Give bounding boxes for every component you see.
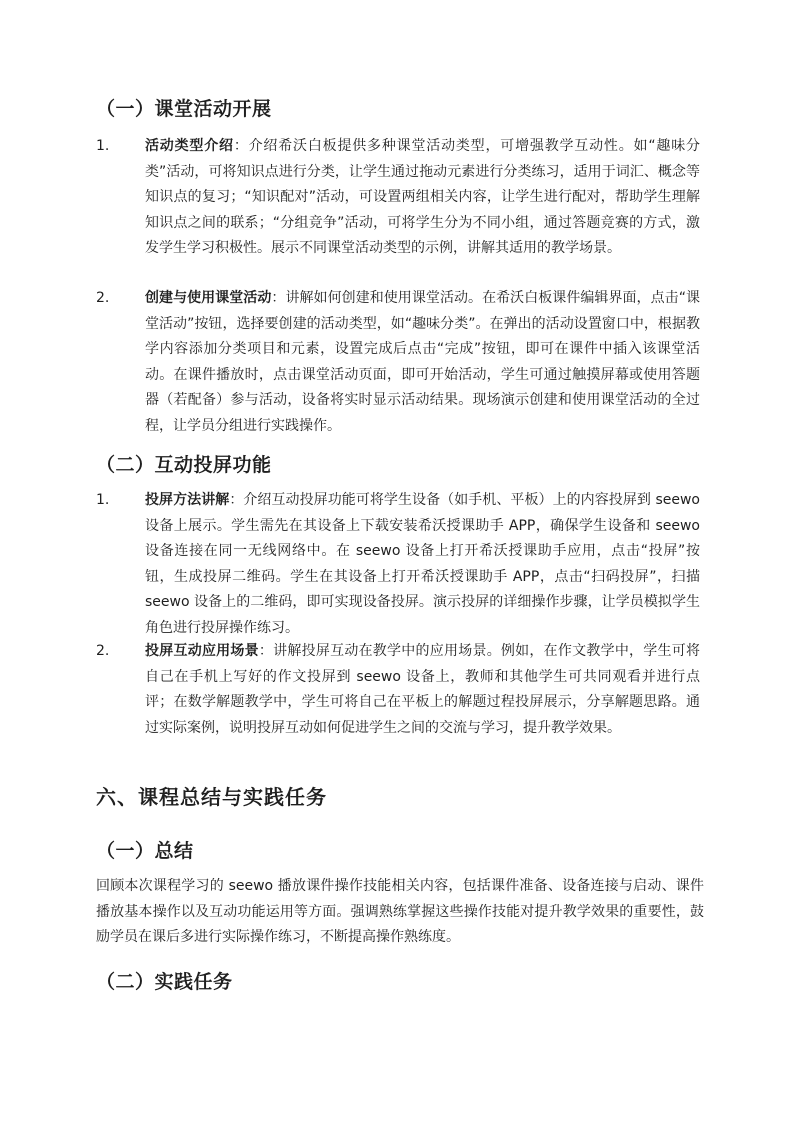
- list-item-body: ：讲解如何创建和使用课堂活动。在希沃白板课件编辑界面，点击“课堂活动”按钮，选择要创建的活动类型，如“趣味分类”。在弹出的活动设置窗口中，根据教学内容添加分类项目和元素，设置完成后点击“完成”按钮，即可在课件中插入该课堂活动。在课件播放时，点击课堂活动页面，即可开始活动，学生可通过触摸屏幕或使用答题器（若配备）参与活动，设备将实时显示活动结果。现场演示创建和使用课堂活动的全过程，让学员分组进行实践操作。: [145, 290, 700, 434]
- list-item-body: ：讲解投屏互动在教学中的应用场景。例如，在作文教学中，学生可将自己在手机上写好的作文投屏到 seewo 设备上，教师和其他学生可共同观看并进行点评；在数学解题教学中，学生可将自己在平板上的解题过程投屏展示，分享解题思路。通过实际案例，说明投屏互动如何促进学生之间的交流与学习，提升教学效果。: [145, 643, 701, 736]
- list-item-body: ：介绍互动投屏功能可将学生设备（如手机、平板）上的内容投屏到 seewo 设备上展示。学生需先在其设备上下载安装希沃授课助手 APP，确保学生设备和 seewo 设备连接在同一无线网络中。在 seewo 设备上打开希沃授课助手应用，点击“投屏”按钮，生成投屏二维码。学生在其设备上打开希沃授课助手 APP，点击“扫码投屏”，扫描 seewo 设备上的二维码，即可实现设备投屏。演示投屏的详细操作步骤，让学员模拟学生角色进行投屏操作练习。: [145, 492, 700, 636]
- section-heading-interactive-casting: （二）互动投屏功能: [96, 454, 272, 476]
- section-heading-classroom-activities: （一）课堂活动开展: [96, 98, 272, 120]
- list-number: 2.: [96, 643, 110, 659]
- section-heading-practice-tasks: （二）实践任务: [96, 971, 233, 993]
- list-item-text: [145, 134, 700, 262]
- list-number: 1.: [96, 138, 110, 154]
- list-item-title: 活动类型介绍: [145, 138, 234, 154]
- list-item-title: 投屏互动应用场景: [145, 643, 259, 659]
- list-item-text: [145, 488, 700, 641]
- summary-paragraph: 回顾本次课程学习的 seewo 播放课件操作技能相关内容，包括课件准备、设备连接与启动、课件播放基本操作以及互动功能运用等方面。强调熟练掌握这些操作技能对提升教学效果的重要性，鼓励学员在课后多进行实际操作练习，不断提高操作熟练度。: [96, 878, 704, 945]
- list-item-title: 创建与使用课堂活动: [145, 290, 272, 306]
- list-item-body: ：介绍希沃白板提供多种课堂活动类型，可增强教学互动性。如“趣味分类”活动，可将知识点进行分类，让学生通过拖动元素进行分类练习，适用于词汇、概念等知识点的复习；“知识配对”活动，可设置两组相关内容，让学生进行配对，帮助学生理解知识点之间的联系；“分组竞争”活动，可将学生分为不同小组，通过答题竞赛的方式，激发学生学习积极性。展示不同课堂活动类型的示例，讲解其适用的教学场景。: [145, 138, 700, 256]
- list-item-title: 投屏方法讲解: [145, 492, 230, 508]
- list-item-text: [145, 639, 700, 741]
- section-heading-summary: （一）总结: [96, 840, 194, 862]
- chapter-heading-summary-practice: 六、课程总结与实践任务: [96, 785, 327, 809]
- list-item-text: [145, 286, 700, 439]
- list-number: 1.: [96, 492, 110, 508]
- list-number: 2.: [96, 290, 110, 306]
